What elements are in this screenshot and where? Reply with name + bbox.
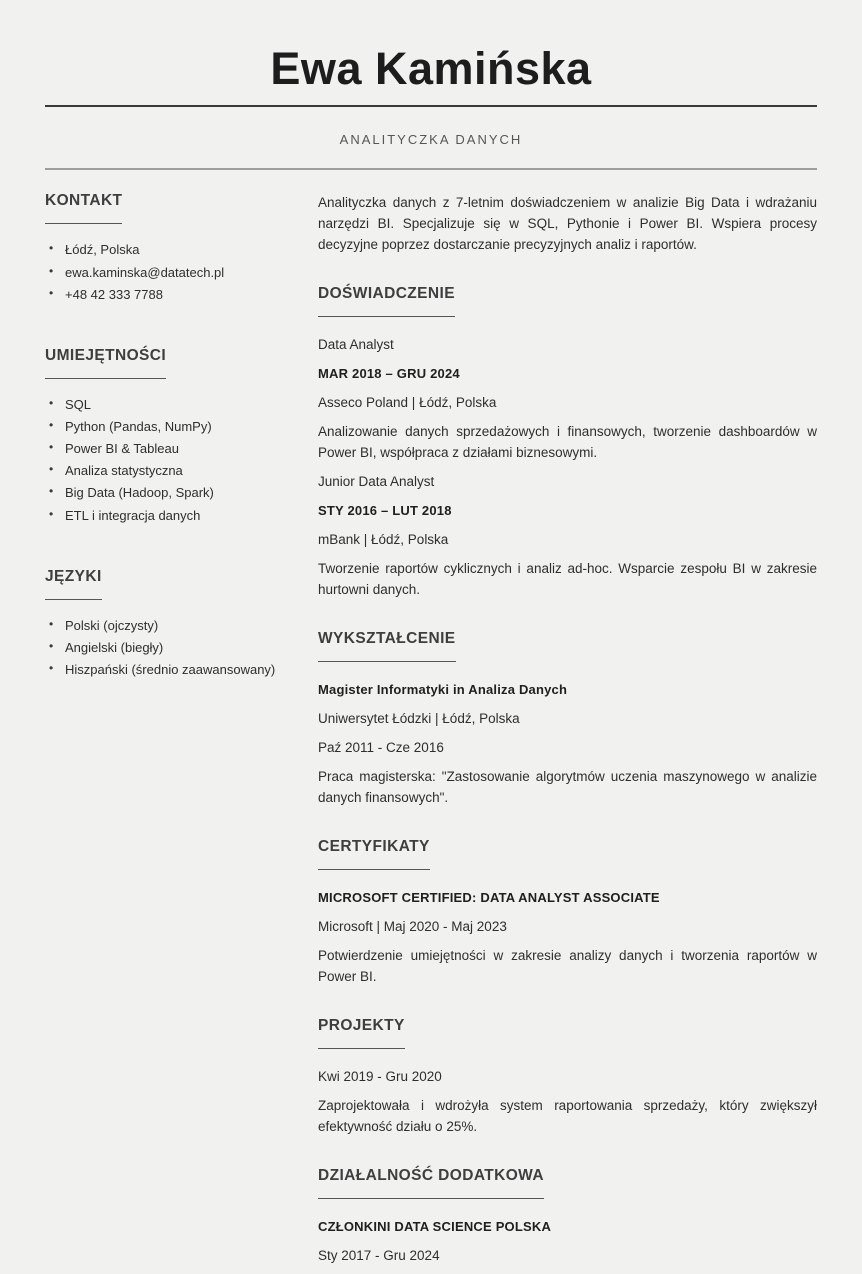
languages-section <box>45 568 277 678</box>
contact-list <box>45 241 277 302</box>
project-entry <box>318 1066 817 1137</box>
sidebar <box>45 192 277 1274</box>
education-dates: Paź 2011 - Cze 2016 <box>318 740 444 756</box>
certificate-description: Potwierdzenie umiejętności w zakresie analizy danych i tworzenia raportów w Power BI. <box>318 948 817 985</box>
skill-item: • ETL i integracja danych <box>45 507 277 524</box>
language-item: • Angielski (biegły) <box>45 639 277 656</box>
activities-section <box>318 1167 817 1266</box>
experience-section <box>318 285 817 600</box>
education-section <box>318 630 817 808</box>
contact-item-email: • ewa.kaminska@datatech.pl <box>45 264 277 281</box>
candidate-job-title: ANALITYCZKA DANYCH <box>339 132 523 148</box>
projects-heading: PROJEKTY <box>318 1017 405 1049</box>
contact-item-phone: • +48 42 333 7788 <box>45 286 277 303</box>
certificates-section <box>318 838 817 987</box>
project-description: Zaprojektowała i wdrożyła system raportowania sprzedaży, który zwiększył efektywność działu o 25%. <box>318 1098 817 1135</box>
activity-entry <box>318 1216 817 1266</box>
activity-name: CZŁONKINI DATA SCIENCE POLSKA <box>318 1219 552 1235</box>
education-heading: WYKSZTAŁCENIE <box>318 630 456 662</box>
certificate-name: MICROSOFT CERTIFIED: DATA ANALYST ASSOCIATE <box>318 890 660 906</box>
contact-section <box>45 192 277 302</box>
languages-list <box>45 617 277 678</box>
job-dates: MAR 2018 – GRU 2024 <box>318 366 460 382</box>
job-description: Analizowanie danych sprzedażowych i finansowych, tworzenie dashboardów w Power BI, współpraca z działami biznesowymi. <box>318 424 817 461</box>
experience-heading: DOŚWIADCZENIE <box>318 285 455 317</box>
skill-item: • Python (Pandas, NumPy) <box>45 418 277 435</box>
job-description: Tworzenie raportów cyklicznych i analiz ad-hoc. Wsparcie zespołu BI w zakresie hurtowni danych. <box>318 561 817 598</box>
skill-item: • SQL <box>45 396 277 413</box>
header-divider-top <box>45 105 817 107</box>
job-dates: STY 2016 – LUT 2018 <box>318 503 452 519</box>
languages-heading: JĘZYKI <box>45 568 102 600</box>
resume-body <box>45 192 817 1274</box>
projects-section <box>318 1017 817 1137</box>
contact-item-location: • Łódź, Polska <box>45 241 277 258</box>
resume-header <box>45 44 817 170</box>
school-name: Uniwersytet Łódzki | Łódź, Polska <box>318 711 520 727</box>
experience-entry <box>318 334 817 463</box>
header-divider-bottom <box>45 168 817 170</box>
job-title: Data Analyst <box>318 337 394 353</box>
skill-item: • Power BI & Tableau <box>45 440 277 457</box>
candidate-name: Ewa Kamińska <box>270 43 592 94</box>
education-entry <box>318 679 817 808</box>
job-company: mBank | Łódź, Polska <box>318 532 449 548</box>
certificate-entry <box>318 887 817 987</box>
certificates-heading: CERTYFIKATY <box>318 838 430 870</box>
skill-item: • Big Data (Hadoop, Spark) <box>45 484 277 501</box>
activity-dates: Sty 2017 - Gru 2024 <box>318 1248 440 1264</box>
skills-list <box>45 396 277 524</box>
job-title: Junior Data Analyst <box>318 474 435 490</box>
main-content <box>318 192 817 1274</box>
job-company: Asseco Poland | Łódź, Polska <box>318 395 497 411</box>
language-item: • Polski (ojczysty) <box>45 617 277 634</box>
degree-title: Magister Informatyki in Analiza Danych <box>318 682 568 698</box>
summary-paragraph: Analityczka danych z 7-letnim doświadczeniem w analizie Big Data i wdrażaniu narzędzi BI. Specjalizuje się w SQL, Pythonie i Power BI. Wspiera procesy decyzyjne poprzez dostarczanie precyzyjnych analiz i raportów. <box>318 195 817 253</box>
language-item: • Hiszpański (średnio zaawansowany) <box>45 661 277 678</box>
skill-item: • Analiza statystyczna <box>45 462 277 479</box>
project-dates: Kwi 2019 - Gru 2020 <box>318 1069 442 1085</box>
skills-section <box>45 347 277 524</box>
certificate-issuer: Microsoft | Maj 2020 - Maj 2023 <box>318 919 507 935</box>
experience-entry <box>318 471 817 600</box>
activities-heading: DZIAŁALNOŚĆ DODATKOWA <box>318 1167 544 1199</box>
contact-heading: KONTAKT <box>45 192 122 224</box>
education-description: Praca magisterska: "Zastosowanie algorytmów uczenia maszynowego w analizie danych finansowych". <box>318 769 817 806</box>
skills-heading: UMIEJĘTNOŚCI <box>45 347 166 379</box>
